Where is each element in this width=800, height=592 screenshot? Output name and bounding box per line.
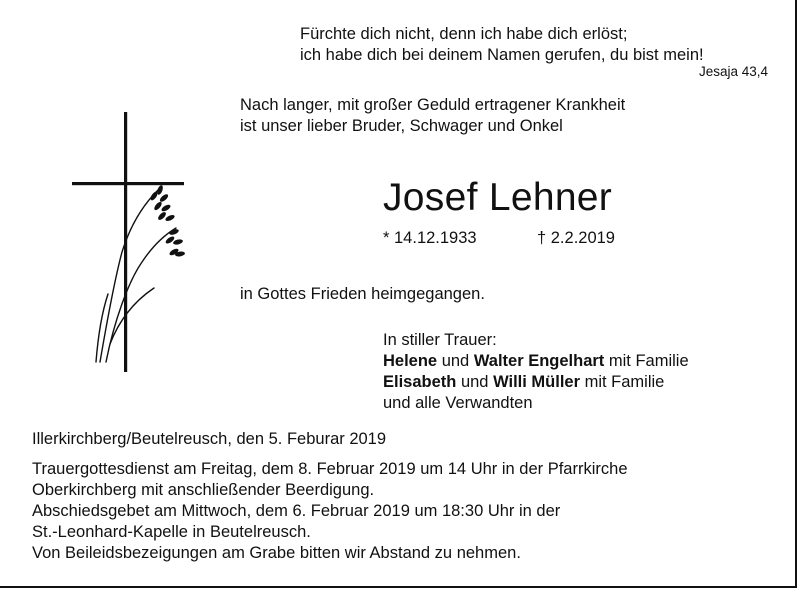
intro-text [240,95,625,137]
intro-line-1: Nach langer, mit großer Geduld ertragener Krankheit [240,96,626,114]
mourner-row-3: und alle Verwandten [383,394,533,412]
conjunction: und [456,373,494,391]
mourner-row-2 [383,372,689,393]
mourner-name: Willi Müller [493,373,581,391]
service-line: Von Beileidsbezeigungen am Grabe bitten wir Abstand zu nehmen. [32,544,521,562]
verse-line-2: ich habe dich bei deinem Namen gerufen, du bist mein! [300,46,704,64]
death-date: † 2.2.2019 [537,229,615,247]
service-line: St.-Leonhard-Kapelle in Beutelreusch. [32,523,311,541]
mourner-name: Helene [383,352,438,370]
service-line: Trauergottesdienst am Freitag, dem 8. Februar 2019 um 14 Uhr in der Pfarrkirche [32,460,628,478]
passing-text: in Gottes Frieden heimgegangen. [240,285,485,303]
mourners-heading: In stiller Trauer: [383,331,497,349]
service-line: Abschiedsgebet am Mittwoch, dem 6. Februar 2019 um 18:30 Uhr in der [32,502,561,520]
mourner-name: Walter Engelhart [473,352,605,370]
mourner-name: Elisabeth [383,373,457,391]
cross-horizontal-beam [72,182,184,185]
cross-with-wheat-icon [70,112,190,372]
bible-verse [300,24,704,66]
place-and-date: Illerkirchberg/Beutelreusch, den 5. Feburar 2019 [32,430,387,448]
family-suffix: mit Familie [580,373,665,391]
service-line: Oberkirchberg mit anschließender Beerdigung. [32,481,375,499]
birth-date: * 14.12.1933 [383,229,477,247]
conjunction: und [437,352,474,370]
deceased-name: Josef Lehner [383,176,613,219]
family-suffix: mit Familie [604,352,689,370]
mourner-row-1 [383,351,689,372]
verse-line-1: Fürchte dich nicht, denn ich habe dich erlöst; [300,25,628,43]
verse-reference: Jesaja 43,4 [698,64,768,79]
mourners-block [383,330,689,414]
service-info [32,459,628,564]
intro-line-2: ist unser lieber Bruder, Schwager und Onkel [240,117,563,135]
